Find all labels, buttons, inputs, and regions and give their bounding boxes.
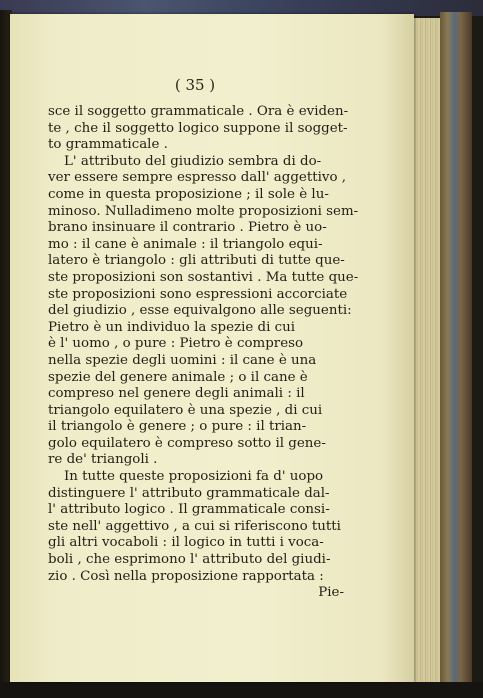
text-line: ste proposizioni sono espressioni accorciate <box>48 286 348 302</box>
text-line: è l' uomo , o pure : Pietro è compreso <box>48 336 304 352</box>
catchword: Pie- <box>318 585 344 601</box>
text-line: minoso. Nulladimeno molte proposizioni sem- <box>48 203 359 219</box>
text-line: te , che il soggetto logico suppone il sogget- <box>48 120 348 136</box>
text-line: mo : il cane è animale : il triangolo equi- <box>48 236 323 252</box>
text-line: spezie del genere animale ; o il cane è <box>48 369 308 385</box>
text-line: to grammaticale . <box>48 137 168 153</box>
book-spine <box>440 12 472 684</box>
text-line: gli altri vocaboli : il logico in tutti i voca- <box>48 535 324 551</box>
text-line: ver essere sempre espresso dall' aggettivo , <box>48 170 347 186</box>
text-line: ste proposizioni son sostantivi . Ma tutte que- <box>48 269 359 285</box>
text-line: brano insinuare il contrario . Pietro è uo- <box>48 220 327 236</box>
text-line: latero è triangolo : gli attributi di tutte que- <box>48 253 345 269</box>
text-line: il triangolo è genere ; o pure : il trian- <box>48 419 307 435</box>
text-line: Pietro è un individuo la spezie di cui <box>48 319 296 335</box>
bottom-shadow <box>0 682 483 698</box>
text-line: golo equilatero è compreso sotto il gene- <box>48 435 326 451</box>
page-text <box>48 104 359 602</box>
text-line: come in questa proposizione ; il sole è lu- <box>48 186 329 202</box>
text-line: sce il soggetto grammaticale . Ora è eviden- <box>48 104 349 119</box>
text-line: distinguere l' attributo grammaticale dal- <box>48 485 330 501</box>
text-line: del giudizio , esse equivalgono alle seguenti: <box>48 303 352 319</box>
text-line: zio . Così nella proposizione rapportata : <box>48 568 324 584</box>
page-number: ( 35 ) <box>174 76 216 94</box>
text-line: boli , che esprimono l' attributo del giudi- <box>48 552 331 568</box>
text-line: re de' triangoli . <box>48 452 158 468</box>
text-line: triangolo equilatero è una spezie , di cui <box>48 402 323 418</box>
text-line: nella spezie degli uomini : il cane è una <box>48 352 317 368</box>
text-line: compreso nel genere degli animali : il <box>48 386 305 402</box>
text-line: l' attributo logico . Il grammaticale consi- <box>48 502 330 518</box>
text-line: L' attributo del giudizio sembra di do- <box>64 153 322 169</box>
text-line: ste nell' aggettivo , a cui si riferiscono tutti <box>48 518 341 534</box>
text-line: In tutte queste proposizioni fa d' uopo <box>64 469 324 485</box>
